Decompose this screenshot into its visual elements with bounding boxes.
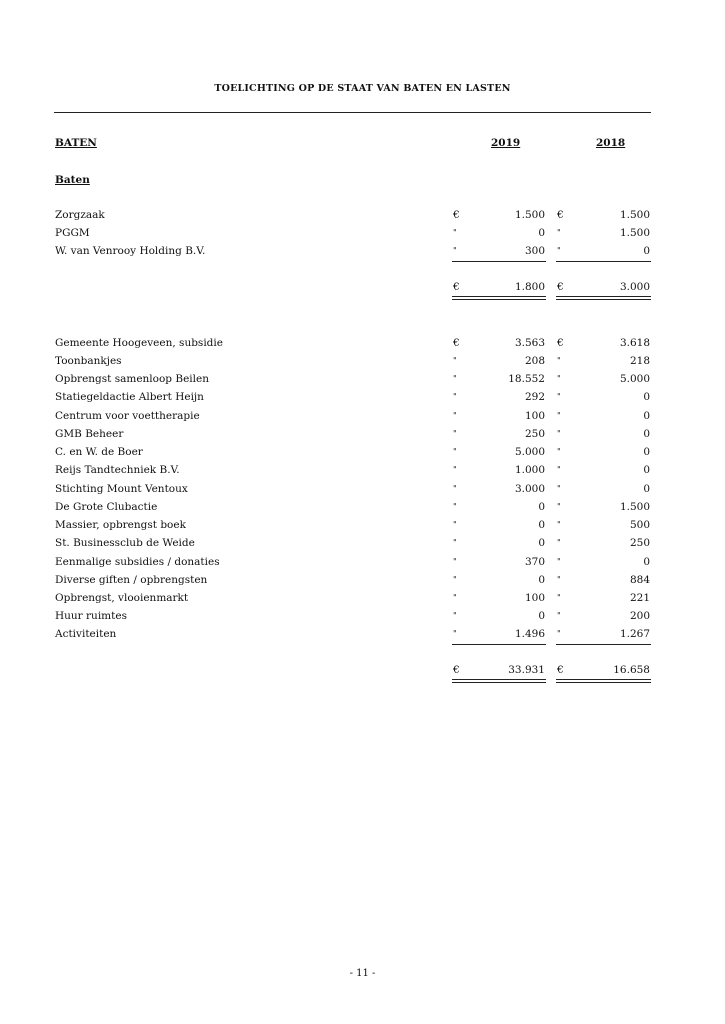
value-2019: 0 <box>538 537 545 549</box>
ditto-2019: " <box>453 228 457 237</box>
page-title: TOELICHTING OP DE STAAT VAN BATEN EN LASTEN <box>214 83 511 94</box>
table-row <box>0 373 725 391</box>
row-label: Stichting Mount Ventoux <box>55 483 188 495</box>
ditto-2019: " <box>453 374 457 383</box>
table-row <box>0 209 725 227</box>
value-2019: 0 <box>538 227 545 239</box>
table-row <box>0 227 725 245</box>
ditto-2019: " <box>453 575 457 584</box>
ditto-2018: " <box>557 520 561 529</box>
ditto-2019: " <box>453 465 457 474</box>
row-label: Opbrengst samenloop Beilen <box>55 373 209 385</box>
table-row <box>0 410 725 428</box>
ditto-2019: " <box>453 611 457 620</box>
row-label: Zorgzaak <box>55 209 105 221</box>
year-2019-heading: 2019 <box>491 137 521 149</box>
ditto-2018: " <box>557 557 561 566</box>
value-2018: 0 <box>643 391 650 403</box>
total-2019: 33.931 <box>508 664 545 676</box>
table-row <box>0 428 725 446</box>
ditto-2018: " <box>557 374 561 383</box>
value-2018: 200 <box>629 610 650 622</box>
ditto-2019: " <box>453 392 457 401</box>
row-label: Statiegeldactie Albert Heijn <box>55 391 204 403</box>
row-label: GMB Beheer <box>55 428 124 440</box>
row-label: Massier, opbrengst boek <box>55 519 186 531</box>
value-2018: 0 <box>643 428 650 440</box>
row-label: Toonbankjes <box>55 355 122 367</box>
value-2019: 370 <box>524 556 545 568</box>
value-2018: 0 <box>643 446 650 458</box>
currency-2019: € <box>453 337 460 349</box>
ditto-2019: " <box>453 538 457 547</box>
value-2018: 5.000 <box>619 373 650 385</box>
total-2019: 1.800 <box>514 281 545 293</box>
total-underline-2018 <box>556 679 651 683</box>
ditto-2018: " <box>557 484 561 493</box>
row-label: Gemeente Hoogeveen, subsidie <box>55 337 223 349</box>
currency-2018: € <box>557 209 564 221</box>
ditto-2018: " <box>557 411 561 420</box>
row-label: Centrum voor voettherapie <box>55 410 200 422</box>
ditto-2018: " <box>557 429 561 438</box>
value-2018: 0 <box>643 245 650 257</box>
total-underline-2019 <box>452 679 546 683</box>
row-label: Eenmalige subsidies / donaties <box>55 556 220 568</box>
value-2019: 250 <box>524 428 545 440</box>
value-2019: 3.000 <box>514 483 545 495</box>
value-2019: 100 <box>524 410 545 422</box>
currency-2019: € <box>453 664 460 676</box>
ditto-2018: " <box>557 502 561 511</box>
ditto-2019: " <box>453 429 457 438</box>
table-row <box>0 537 725 555</box>
table-row <box>0 337 725 355</box>
total-underline-2018 <box>556 296 651 300</box>
row-label: W. van Venrooy Holding B.V. <box>55 245 206 257</box>
table-row <box>0 610 725 628</box>
value-2019: 208 <box>524 355 545 367</box>
value-2018: 0 <box>643 410 650 422</box>
row-label: Reijs Tandtechniek B.V. <box>55 464 180 476</box>
currency-2019: € <box>453 209 460 221</box>
value-2019: 0 <box>538 610 545 622</box>
ditto-2018: " <box>557 593 561 602</box>
subtotal-line-2018 <box>556 261 651 262</box>
ditto-2019: " <box>453 356 457 365</box>
row-label: PGGM <box>55 227 90 239</box>
value-2018: 1.500 <box>619 209 650 221</box>
value-2019: 5.000 <box>514 446 545 458</box>
ditto-2018: " <box>557 356 561 365</box>
table-row <box>0 483 725 501</box>
value-2018: 0 <box>643 483 650 495</box>
ditto-2019: " <box>453 411 457 420</box>
total-underline-2019 <box>452 296 546 300</box>
ditto-2018: " <box>557 538 561 547</box>
value-2019: 1.500 <box>514 209 545 221</box>
table-row <box>0 556 725 574</box>
total-2018: 3.000 <box>619 281 650 293</box>
table-row <box>0 519 725 537</box>
currency-2018: € <box>557 337 564 349</box>
ditto-2019: " <box>453 593 457 602</box>
table-row <box>0 592 725 610</box>
value-2018: 250 <box>629 537 650 549</box>
ditto-2019: " <box>453 520 457 529</box>
value-2018: 218 <box>629 355 650 367</box>
value-2019: 100 <box>524 592 545 604</box>
value-2019: 0 <box>538 519 545 531</box>
row-label: C. en W. de Boer <box>55 446 143 458</box>
table-row <box>0 501 725 519</box>
table-row <box>0 574 725 592</box>
table-row <box>0 464 725 482</box>
row-label: Huur ruimtes <box>55 610 127 622</box>
value-2019: 0 <box>538 574 545 586</box>
value-2019: 1.496 <box>514 628 545 640</box>
currency-2018: € <box>557 664 564 676</box>
table-row <box>0 355 725 373</box>
ditto-2018: " <box>557 447 561 456</box>
currency-2018: € <box>557 281 564 293</box>
ditto-2018: " <box>557 228 561 237</box>
title-rule <box>54 112 651 113</box>
value-2018: 0 <box>643 556 650 568</box>
table-row <box>0 391 725 409</box>
row-label: De Grote Clubactie <box>55 501 158 513</box>
subheading: Baten <box>55 174 90 186</box>
ditto-2019: " <box>453 447 457 456</box>
subtotal-line-2019 <box>452 261 546 262</box>
value-2019: 1.000 <box>514 464 545 476</box>
value-2019: 300 <box>524 245 545 257</box>
ditto-2018: " <box>557 465 561 474</box>
row-label: St. Businessclub de Weide <box>55 537 195 549</box>
ditto-2018: " <box>557 392 561 401</box>
value-2018: 884 <box>629 574 650 586</box>
subtotal-line-2019 <box>452 644 546 645</box>
value-2018: 1.500 <box>619 227 650 239</box>
value-2019: 3.563 <box>514 337 545 349</box>
ditto-2019: " <box>453 629 457 638</box>
ditto-2019: " <box>453 557 457 566</box>
page-number: - 11 - <box>349 968 376 979</box>
subtotal-line-2018 <box>556 644 651 645</box>
ditto-2018: " <box>557 629 561 638</box>
value-2019: 18.552 <box>508 373 545 385</box>
value-2018: 3.618 <box>619 337 650 349</box>
table-row <box>0 446 725 464</box>
value-2019: 0 <box>538 501 545 513</box>
total-2018: 16.658 <box>613 664 650 676</box>
ditto-2018: " <box>557 611 561 620</box>
value-2018: 1.267 <box>619 628 650 640</box>
value-2019: 292 <box>524 391 545 403</box>
year-2018-heading: 2018 <box>596 137 626 149</box>
section-heading: BATEN <box>55 137 97 149</box>
ditto-2018: " <box>557 246 561 255</box>
row-label: Activiteiten <box>55 628 117 640</box>
ditto-2019: " <box>453 246 457 255</box>
ditto-2019: " <box>453 502 457 511</box>
value-2018: 0 <box>643 464 650 476</box>
row-label: Opbrengst, vlooienmarkt <box>55 592 189 604</box>
ditto-2018: " <box>557 575 561 584</box>
currency-2019: € <box>453 281 460 293</box>
row-label: Diverse giften / opbrengsten <box>55 574 208 586</box>
ditto-2019: " <box>453 484 457 493</box>
value-2018: 500 <box>629 519 650 531</box>
value-2018: 1.500 <box>619 501 650 513</box>
value-2018: 221 <box>629 592 650 604</box>
